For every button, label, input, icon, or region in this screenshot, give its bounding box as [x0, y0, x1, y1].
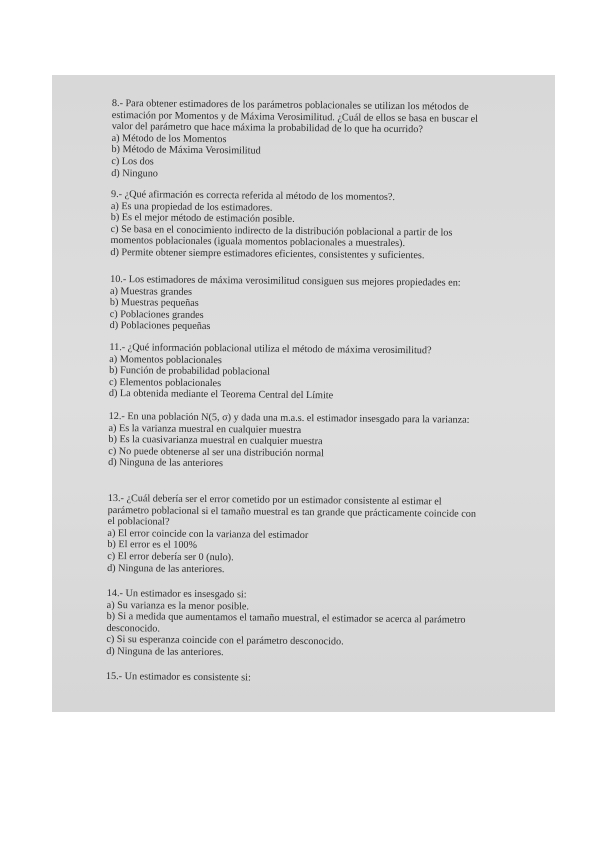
question-12 [108, 411, 479, 473]
option: a) Su varianza es la menor posible. [106, 599, 250, 613]
option: d) Permite obtener siempre estimadores eficientes, consistentes y suficientes. [110, 246, 425, 262]
option: a) Método de los Momentos [111, 132, 227, 145]
question-14 [106, 588, 477, 661]
option: c) El error debería ser 0 (nulo). [107, 550, 234, 564]
option: b) Función de probabilidad poblacional [109, 365, 270, 378]
question-stem: 15.- Un estimador es consistente si: [105, 670, 251, 684]
option: b) El error es el 100% [107, 539, 198, 552]
option: d) Ninguna de las anteriores. [107, 562, 225, 575]
option: a) Momentos poblacionales [109, 353, 222, 366]
option: c) Los dos [111, 155, 154, 168]
question-stem: 8.- Para obtener estimadores de los parámetros poblacionales se utilizan los métodos de estimación por Momentos y de Máxima Verosimilitud. ¿Cuál de ellos se basa en buscar el valor del parámetro que hace máxima la probabilidad de lo que ha ocurrido? [111, 98, 479, 136]
question-10 [110, 274, 481, 336]
question-stem: 12.- En una población N(5, σ) y dada una m.a.s. el estimador insesgado para la varianza: [108, 410, 470, 426]
question-stem: 11.- ¿Qué información poblacional utiliza el método de máxima verosimilitud? [109, 341, 432, 357]
question-stem: 14.- Un estimador es insesgado si: [106, 587, 247, 601]
option: b) Es el mejor método de estimación posible. [110, 212, 295, 226]
option: b) Método de Máxima Verosimilitud [111, 144, 261, 157]
question-11 [109, 342, 480, 404]
option: c) Poblaciones grandes [109, 308, 204, 321]
option: c) Se basa en el conocimiento indirecto de la distribución poblacional a partir de los momentos poblacionales (iguala momentos poblacionales a muestrales). [110, 223, 453, 250]
question-stem: 10.- Los estimadores de máxima verosimilitud consiguen sus mejores propiedades en: [110, 273, 461, 289]
option: d) Poblaciones pequeñas [109, 320, 211, 333]
option: d) La obtenida mediante el Teorema Central del Límite [108, 388, 334, 402]
option: c) Si su esperanza coincide con el parámetro desconocido. [106, 634, 344, 648]
option: c) No puede obtenerse al ser una distribución normal [108, 445, 324, 460]
option: d) Ninguna de las anteriores [108, 457, 224, 470]
option: a) Es la varianza muestral en cualquier muestra [108, 422, 302, 436]
question-9 [110, 189, 481, 262]
option: b) Es la cuasivarianza muestral en cualquier muestra [108, 434, 323, 448]
option: b) Si a medida que aumentamos el tamaño muestral, el estimador se acerca al parámetro desconocido. [106, 611, 466, 635]
option: b) Muestras pequeñas [109, 297, 199, 310]
question-stem: 9.- ¿Qué afirmación es correcta referida al método de los momentos?. [110, 188, 396, 203]
question-stem: 13.- ¿Cuál debería ser el error cometido por un estimador consistente al estimar el parámetro poblacional si el tamaño muestral es tan grande que prácticamente coincide con el poblacional? [107, 492, 477, 528]
question-8 [111, 98, 482, 183]
option: a) Es una propiedad de los estimadores. [110, 200, 273, 214]
question-15 [106, 671, 476, 686]
option: a) Muestras grandes [109, 285, 193, 298]
option: a) El error coincide con la varianza del estimador [107, 527, 309, 541]
option: c) Elementos poblacionales [108, 376, 222, 389]
option: d) Ninguno [111, 167, 158, 180]
option: d) Ninguna de las anteriores. [106, 645, 224, 659]
question-13 [107, 493, 478, 578]
